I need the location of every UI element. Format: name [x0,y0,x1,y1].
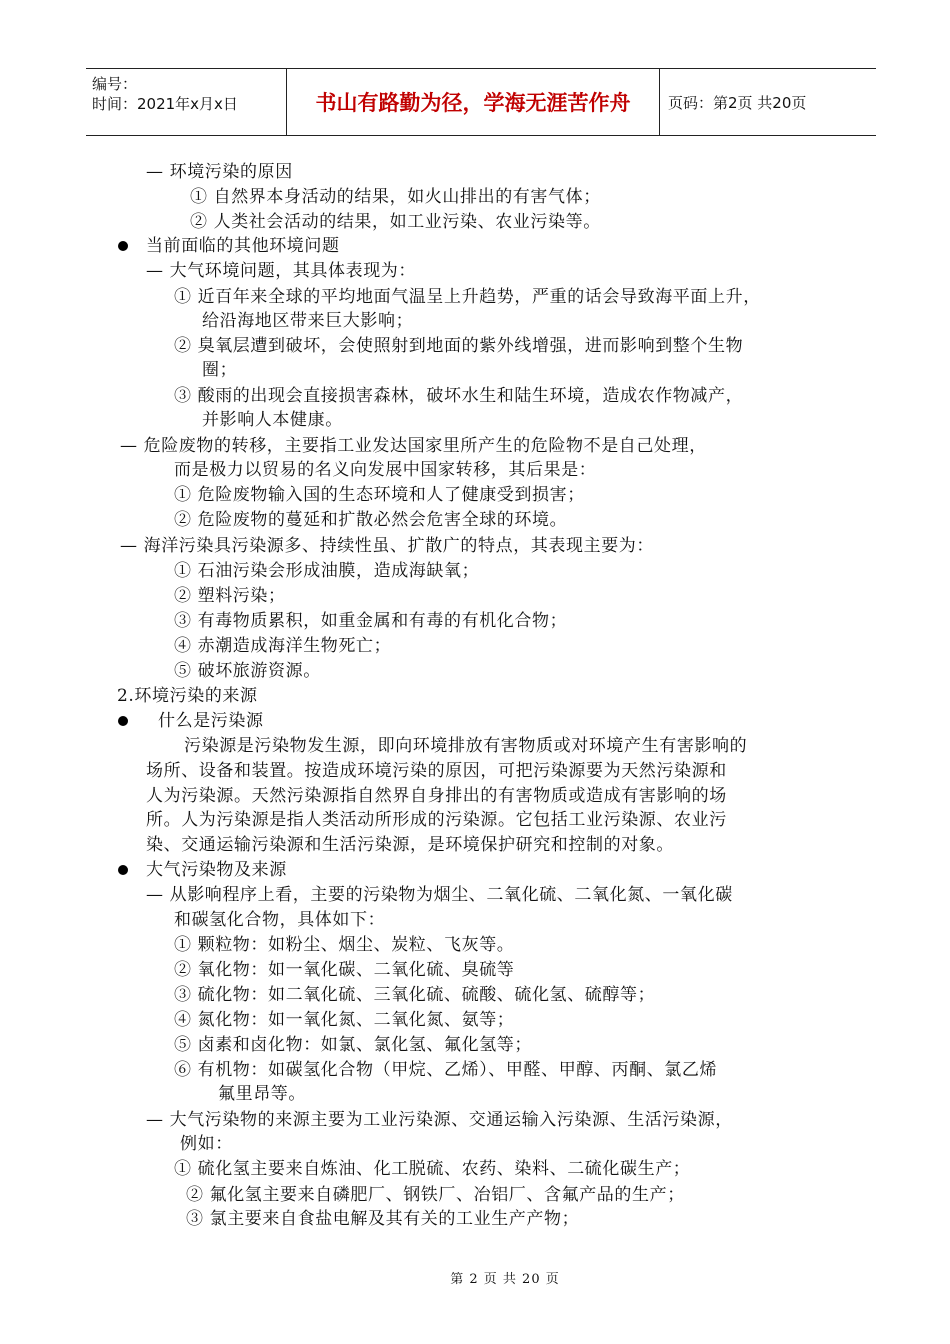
text-line: — 大气污染物的来源主要为工业污染源、交通运输入污染源、生活污染源， [146,1110,733,1130]
text-line: 和碳氢化合物，具体如下： [174,910,386,930]
paragraph-line: 人为污染源。天然污染源指自然界自身排出的有害物质或造成有害影响的场 [146,786,727,806]
bullet-icon [118,716,128,726]
paragraph-line: 所。人为污染源是指人类活动所形成的污染源。它包括工业污染源、农业污 [146,810,727,830]
text-line: ② 氧化物：如一氧化碳、二氧化硫、臭硫等 [174,960,515,980]
header-motto: 书山有路勤为径，学海无涯苦作舟 [286,69,660,135]
text-line: 圈； [202,360,238,380]
text-line: — 海洋污染具污染源多、持续性虽、扩散广的特点，其表现主要为： [120,536,655,556]
header-number: 编号： [92,75,138,93]
text-line: ③ 硫化物：如二氧化硫、三氧化硫、硫酸、硫化氢、硫醇等； [174,985,656,1005]
paragraph-line: 染、交通运输污染源和生活污染源，是环境保护研究和控制的对象。 [146,835,674,855]
text-line: — 环境污染的原因 [146,162,293,182]
header-page-number: 页码：第2页 共20页 [668,93,807,112]
paragraph-line: 场所、设备和装置。按造成环境污染的原因，可把污染源要为天然污染源和 [146,761,727,781]
text-line: ② 氟化氢主要来自磷肥厂、钢铁厂、冶铝厂、含氟产品的生产； [186,1185,685,1205]
text-line: 例如： [180,1134,233,1154]
text-line: 给沿海地区带来巨大影响； [202,311,414,331]
text-line: ① 危险废物输入国的生态环境和人了健康受到损害； [174,485,585,505]
text-line: ② 塑料污染； [174,586,286,606]
text-line: ⑤ 破坏旅游资源。 [174,661,321,681]
bullet-icon [118,241,128,251]
bullet-icon [118,865,128,875]
text-line: ① 颗粒物：如粉尘、烟尘、炭粒、飞灰等。 [174,935,515,955]
text-line: — 危险废物的转移，主要指工业发达国家里所产生的危险物不是自己处理， [120,436,707,456]
paragraph-line: 污染源是污染物发生源，即向环境排放有害物质或对环境产生有害影响的 [184,736,748,756]
text-line: ② 危险废物的蔓延和扩散必然会危害全球的环境。 [174,510,568,530]
text-line: ③ 有毒物质累积，如重金属和有毒的有机化合物； [174,611,568,631]
header-date: 时间：2021年x月x日 [92,95,238,113]
text-line: ② 人类社会活动的结果，如工业污染、农业污染等。 [190,212,601,232]
section-heading: 当前面临的其他环境问题 [146,236,340,256]
text-line: ④ 氮化物：如一氧化氮、二氧化氮、氨等； [174,1010,515,1030]
text-line: 并影响人本健康。 [202,410,343,430]
text-line: ① 自然界本身活动的结果，如火山排出的有害气体； [190,187,601,207]
text-line: ⑥ 有机物：如碳氢化合物（甲烷、乙烯）、甲醛、甲醇、丙酮、氯乙烯 [174,1060,718,1080]
header-info [86,69,286,135]
text-line: ④ 赤潮造成海洋生物死亡； [174,636,392,656]
text-line: ① 石油污染会形成油膜，造成海缺氧； [174,561,480,581]
text-line: ① 硫化氢主要来自炼油、化工脱硫、农药、染料、二硫化碳生产； [174,1159,691,1179]
section-heading: 什么是污染源 [158,711,264,731]
text-line: 氟里昂等。 [218,1084,306,1104]
text-line: ⑤ 卤素和卤化物：如氯、氯化氢、氟化氢等； [174,1035,533,1055]
text-line: ② 臭氧层遭到破坏，会使照射到地面的紫外线增强，进而影响到整个生物 [174,336,744,356]
page-header [86,68,876,136]
text-line: — 从影响程序上看，主要的污染物为烟尘、二氧化硫、二氧化氮、一氧化碳 [146,885,733,905]
text-line: 而是极力以贸易的名义向发展中国家转移，其后果是： [174,460,597,480]
text-line: ③ 氯主要来自食盐电解及其有关的工业生产产物； [186,1209,580,1229]
section-heading: 大气污染物及来源 [146,860,287,880]
text-line: ③ 酸雨的出现会直接损害森林，破坏水生和陆生环境，造成农作物减产， [174,386,744,406]
section-heading: 2.环境污染的来源 [117,686,258,706]
text-line: ① 近百年来全球的平均地面气温呈上升趋势，严重的话会导致海平面上升， [174,287,761,307]
text-line: — 大气环境问题，其具体表现为： [146,261,417,281]
page-footer: 第 2 页 共 20 页 [450,1272,560,1287]
